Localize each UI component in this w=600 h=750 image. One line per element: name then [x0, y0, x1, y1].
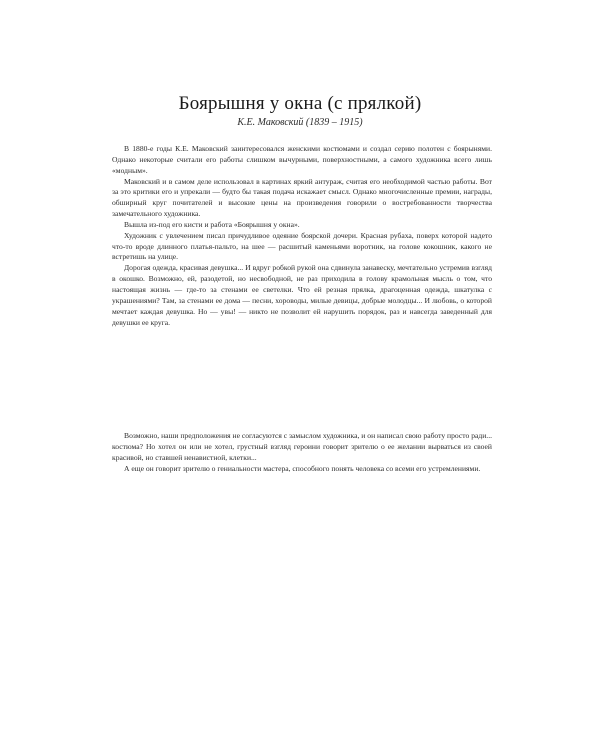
page-title: Боярышня у окна (с прялкой) — [178, 93, 422, 114]
paragraph: Вышла из-под его кисти и работа «Боярышня у окна». — [124, 219, 300, 229]
article-body — [112, 144, 492, 475]
paragraph: В 1880-е годы К.Е. Маковский заинтересовался женскими костюмами и создал серию полотен с боярынями. Однако некоторые считали его работы слишком вычурными, поверхностными, а самого художника всего лишь «модным». — [112, 144, 492, 175]
paragraph: Дорогая одежда, красивая девушка... И вдруг робкой рукой она сдвинула занавеску, мечтательно устремив взгляд в окошко. Возможно, ей, разодетой, но несвободной, не раз приходила в голову крамольная мысль о том, что настоящая жизнь — где-то за стенами ее светелки. Что ей резная прялка, драгоценная одежда, шкатулка с украшениями? Там, за стенами ее дома — песни, хороводы, милые девицы, добрые молодцы... И любовь, о которой мечтает каждая девушка. Но — увы! — никто не позволит ей нарушить порядок, раз и навсегда заведенный для девушки ее круга. — [112, 263, 492, 327]
paragraph: Маковский и в самом деле использовал в картинах яркий антураж, считая его необходимой частью работы. Вот за это критики его и упрекали — будто бы такая подача искажает смысл. Однако многочисленные премии, награды, обширный круг почитателей и высокие цены на произведения говорили о востребованности творчества замечательного художника. — [112, 176, 492, 219]
illustration-gap — [112, 328, 492, 431]
paragraph: А еще он говорит зрителю о гениальности мастера, способного понять человека со всеми его устремлениями. — [124, 463, 481, 473]
paragraph: Художник с увлечением писал причудливое одеяние боярской дочери. Красная рубаха, поверх которой надето что-то вроде длинного платья-пальто, на шее — расшитый каменьями воротник, на голове кокошник, какого не встретишь на улице. — [112, 230, 492, 262]
paragraph: Возможно, наши предположения не согласуются с замыслом художника, и он написал свою работу просто ради... костюма? Но хотел он или не хотел, грустный взгляд героини говорит зрителю о ее желании вырваться из своей красивой, но ставшей ненавистной, клетки... — [112, 431, 492, 463]
page-subtitle: К.Е. Маковский (1839 – 1915) — [237, 117, 363, 128]
